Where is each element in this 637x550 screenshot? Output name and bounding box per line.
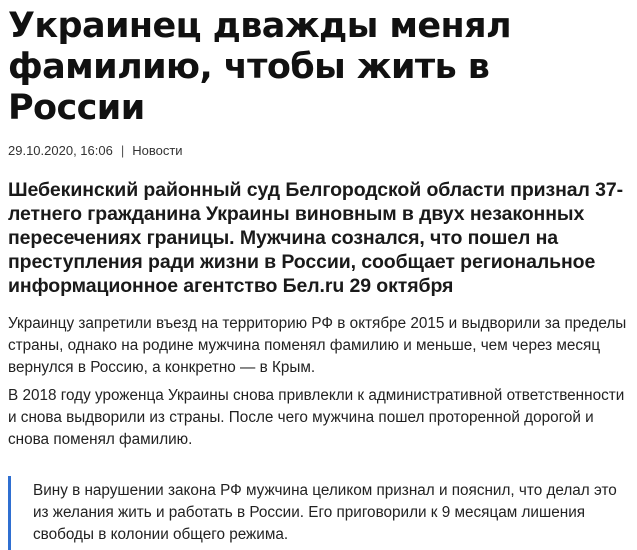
news-article bbox=[8, 6, 632, 550]
article-meta bbox=[8, 143, 632, 159]
publish-date: 29.10.2020, 16:06 bbox=[8, 143, 113, 158]
article-paragraph-1: Украинцу запретили въезд на территорию РФ в октябре 2015 и выдворили за пределы страны, однако на родине мужчина поменял фамилию и меньше, чем через месяц вернулся в Россию, а конкретно — в Крым. bbox=[8, 315, 627, 376]
meta-separator: | bbox=[120, 143, 125, 158]
article-quote: Вину в нарушении закона РФ мужчина целиком признал и пояснил, что делал это из желания жить и работать в России. Его приговорили к 9 месяцам лишения свободы в колонии общего режима. bbox=[8, 476, 632, 550]
category-link[interactable]: Новости bbox=[132, 143, 183, 158]
article-headline: Украинец дважды менял фамилию, чтобы жить в России bbox=[8, 6, 511, 128]
article-paragraph-2: В 2018 году уроженца Украины снова привлекли к административной ответственности и снова выдворили из страны. После чего мужчина пошел проторенной дорогой и снова поменял фамилию. bbox=[8, 387, 625, 448]
article-lead: Шебекинский районный суд Белгородской области признал 37-летнего гражданина Украины виновным в двух незаконных пересечениях границы. Мужчина сознался, что пошел на преступления ради жизни в России, сообщает региональное информационное агентство Бел.ru 29 октября bbox=[8, 179, 624, 297]
